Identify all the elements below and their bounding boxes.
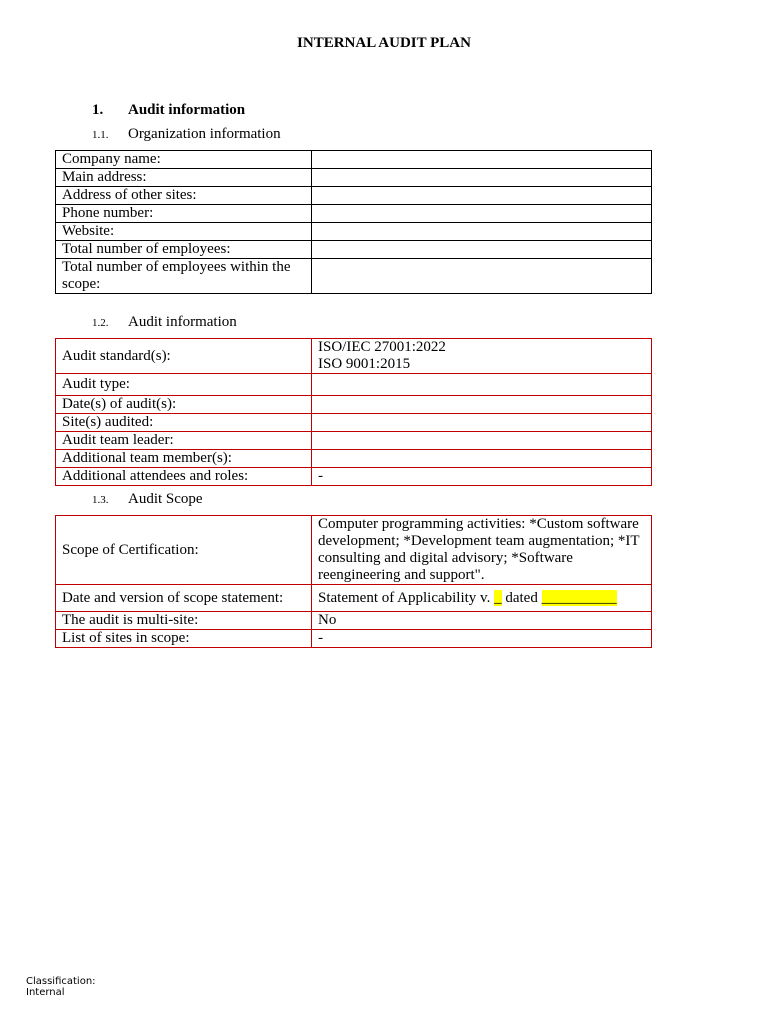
table-row (56, 468, 652, 486)
section-title: Organization information (128, 126, 281, 142)
section-number: 1.2. (92, 317, 109, 329)
table-row (56, 187, 652, 205)
row-value[interactable] (312, 223, 652, 241)
row-label: Additional team member(s): (56, 450, 312, 468)
row-label: Audit standard(s): (56, 339, 312, 374)
row-value[interactable] (312, 241, 652, 259)
row-label: The audit is multi-site: (56, 612, 312, 630)
table-row (56, 585, 652, 612)
row-label: Audit type: (56, 374, 312, 396)
classification-label: Classification: (26, 976, 96, 987)
row-value[interactable] (312, 187, 652, 205)
row-value[interactable] (312, 169, 652, 187)
row-label: Additional attendees and roles: (56, 468, 312, 486)
table-row (56, 630, 652, 648)
section-title: Audit information (128, 102, 246, 118)
row-label: List of sites in scope: (56, 630, 312, 648)
table-row (56, 612, 652, 630)
classification-value: Internal (26, 987, 65, 998)
row-label: Address of other sites: (56, 187, 312, 205)
table-row (56, 396, 652, 414)
audit-standard-2: ISO 9001:2015 (318, 356, 411, 372)
row-label: Total number of employees within the scope: (56, 259, 312, 294)
audit-info-table (55, 338, 652, 486)
row-value[interactable] (312, 414, 652, 432)
table-row (56, 169, 652, 187)
table-row (56, 414, 652, 432)
row-value[interactable] (312, 432, 652, 450)
organization-info-table (55, 150, 652, 294)
row-value[interactable] (312, 585, 652, 612)
section-title: Audit Scope (128, 491, 203, 507)
row-value[interactable] (312, 450, 652, 468)
soa-middle: dated (501, 589, 542, 606)
row-label: Phone number: (56, 205, 312, 223)
row-label: Site(s) audited: (56, 414, 312, 432)
table-row (56, 450, 652, 468)
row-value[interactable]: No (312, 612, 652, 630)
section-number: 1. (92, 102, 104, 118)
table-row (56, 205, 652, 223)
row-value[interactable] (312, 396, 652, 414)
row-value[interactable]: - (312, 630, 652, 648)
table-row (56, 374, 652, 396)
audit-standard-1: ISO/IEC 27001:2022 (318, 339, 446, 355)
row-label: Main address: (56, 169, 312, 187)
table-row (56, 516, 652, 585)
section-number: 1.1. (92, 129, 109, 141)
row-value[interactable] (312, 374, 652, 396)
row-value[interactable]: - (312, 468, 652, 486)
section-1-1-heading (92, 125, 281, 144)
row-label: Company name: (56, 151, 312, 169)
version-blank[interactable]: _ (494, 589, 502, 606)
row-value[interactable] (312, 205, 652, 223)
row-label: Date(s) of audit(s): (56, 396, 312, 414)
row-value[interactable] (312, 339, 652, 374)
row-label: Audit team leader: (56, 432, 312, 450)
row-value[interactable] (312, 259, 652, 294)
table-row (56, 223, 652, 241)
section-number: 1.3. (92, 494, 109, 506)
section-1-heading (92, 101, 245, 119)
scope-value[interactable]: Computer programming activities: *Custom software development; *Development team augmentation; *IT consulting and digital advisory; *Software reengineering and support". (312, 516, 652, 585)
section-title: Audit information (128, 314, 237, 330)
classification-footer (26, 976, 96, 998)
row-label: Website: (56, 223, 312, 241)
row-value[interactable] (312, 151, 652, 169)
table-row (56, 339, 652, 374)
document-title: INTERNAL AUDIT PLAN (297, 35, 471, 51)
date-blank[interactable]: __________ (541, 589, 617, 606)
row-label: Total number of employees: (56, 241, 312, 259)
row-label: Scope of Certification: (56, 516, 312, 585)
table-row (56, 432, 652, 450)
soa-prefix: Statement of Applicability v. (318, 589, 495, 606)
section-1-3-heading (92, 490, 203, 509)
section-1-2-heading (92, 313, 237, 332)
table-row (56, 259, 652, 294)
row-label: Date and version of scope statement: (56, 585, 312, 612)
table-row (56, 151, 652, 169)
audit-scope-table (55, 515, 652, 648)
table-row (56, 241, 652, 259)
